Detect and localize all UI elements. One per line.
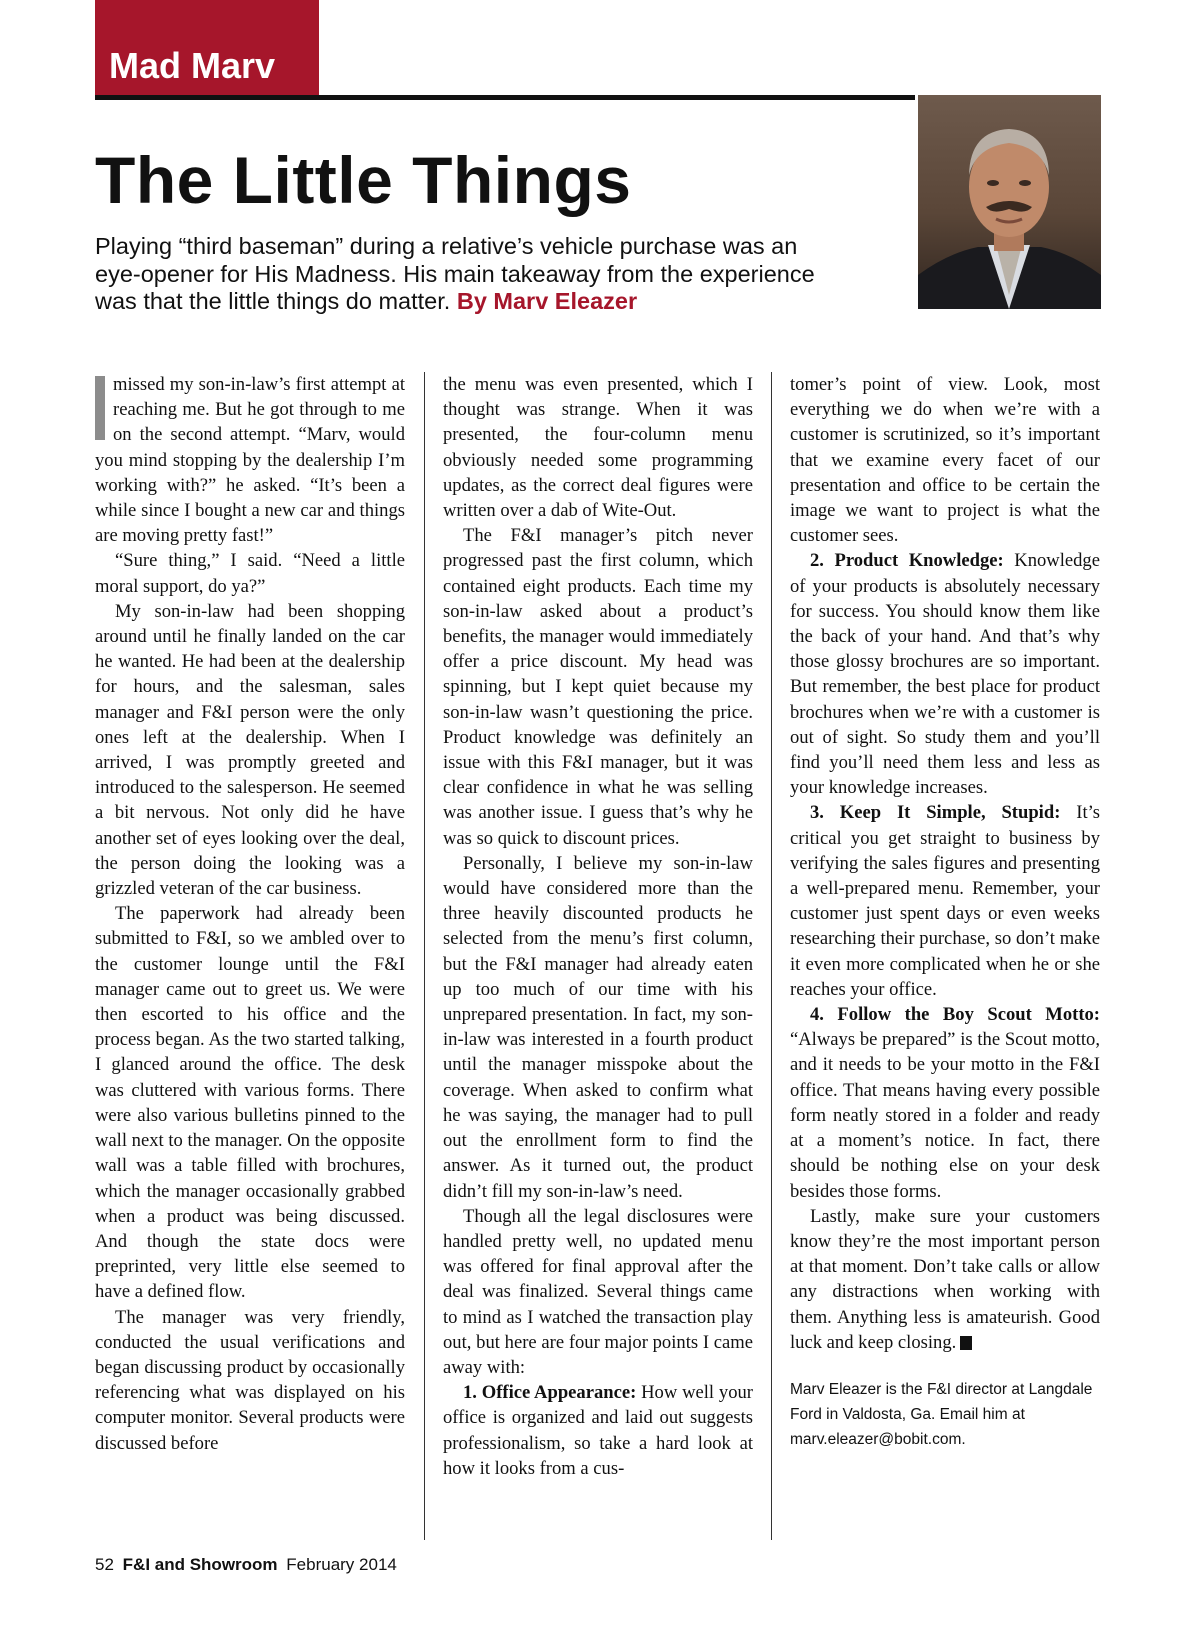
paragraph <box>443 1380 753 1481</box>
paragraph <box>790 548 1100 800</box>
paragraph-text: How well your office is organized and laid out suggests professionalism, so take a hard look at how it looks from a cus- <box>443 1382 753 1479</box>
article-column-1 <box>95 372 405 1456</box>
point-heading: 4. Follow the Boy Scout Motto: <box>810 1004 1100 1026</box>
paragraph <box>790 1204 1100 1355</box>
paragraph-text: Lastly, make sure your customers know they’re the most important person at that moment. Don’t take calls or allow any distractions when working with them. Anything less is amateurish. Good luck and keep closing. <box>790 1205 1100 1353</box>
end-mark-icon <box>960 1336 972 1350</box>
paragraph: “Sure thing,” I said. “Need a little moral support, do ya?” <box>95 550 405 597</box>
paragraph: The manager was very friendly, conducted the usual verifications and began discussing product by occasionally referencing what was displayed on his computer monitor. Several products were discussed before <box>95 1306 405 1454</box>
deck-text: Playing “third baseman” during a relative’s vehicle purchase was an eye-opener for His Madness. His main takeaway from the experience was that the little things do matter. <box>95 233 815 314</box>
article-column-2 <box>443 372 753 1481</box>
paragraph-text: “Always be prepared” is the Scout motto, and it needs to be your motto in the F&I office. That means having every possible form neatly stored in a folder and ready at a moment’s notice. In fact, there should be nothing else on your desk besides those forms. <box>790 1029 1100 1202</box>
paragraph: Though all the legal disclosures were handled pretty well, no updated menu was offered for final approval after the deal was finalized. Several things came to mind as I watched the transaction play out, but here are four major points I came away with: <box>443 1205 753 1378</box>
author-portrait-image <box>918 95 1101 309</box>
paragraph-text: missed my son-in-law’s first attempt at reaching me. But he got through to me on the second attempt. “Marv, would you mind stopping by the dealership I’m working with?” he asked. “It’s been a while since I bought a new car and things are moving pretty fast!” <box>95 374 405 547</box>
issue-date: February 2014 <box>286 1555 397 1574</box>
paragraph: Personally, I believe my son-in-law would have considered more than the three heavily discounted products he selected from the menu’s first column, but the F&I manager had already eaten up too much of our time with his unprepared presentation. In fact, my son-in-law was interested in a fourth product until the manager misspoke about the coverage. When asked to confirm what he was saying, the manager had to pull out the enrollment form to find the answer. As it turned out, the product didn’t fill my son-in-law’s need. <box>443 852 753 1202</box>
author-photo <box>918 95 1101 309</box>
paragraph: tomer’s point of view. Look, most everything we do when we’re with a customer is scrutinized, so it’s important that we examine every facet of our presentation and office to be certain the image we want to project is what the customer sees. <box>790 374 1100 547</box>
page-footer <box>95 1555 397 1575</box>
point-heading: 2. Product Knowledge: <box>810 550 1004 572</box>
column-tag: Mad Marv <box>95 0 319 95</box>
byline: By Marv Eleazer <box>456 288 638 314</box>
paragraph: the menu was even presented, which I thought was strange. When it was presented, the four-column menu obviously needed some programming updates, as the correct deal figures were written over a dab of Wite-Out. <box>443 374 753 522</box>
point-heading: 3. Keep It Simple, Stupid: <box>810 802 1061 824</box>
drop-cap <box>95 376 105 440</box>
header-rule <box>95 95 915 100</box>
article-column-3 <box>790 372 1100 1452</box>
paragraph: The paperwork had already been submitted to F&I, so we ambled over to the customer lounge until the F&I manager came out to greet us. We were then escorted to his office and the process began. As the two started talking, I glanced around the office. The desk was cluttered with various forms. There were also various bulletins pinned to the wall next to the manager. On the opposite wall was a table filled with brochures, which the manager occasionally grabbed when a product was being discussed. And though the state docs were preprinted, very little else seemed to have a defined flow. <box>95 903 405 1303</box>
paragraph <box>95 372 405 548</box>
paragraph-text: Knowledge of your products is absolutely necessary for success. You should know them like the back of your hand. And that’s why those glossy brochures are so important. But remember, the best place for product brochures when we’re with a customer is out of sight. So study them and you’ll find you’ll need them less and less as your knowledge increases. <box>790 550 1100 799</box>
author-bio: Marv Eleazer is the F&I director at Langdale Ford in Valdosta, Ga. Email him at marv.eleazer@bobit.com. <box>790 1380 1093 1448</box>
column-divider <box>424 372 425 1540</box>
paragraph <box>790 1002 1100 1204</box>
point-heading: 1. Office Appearance: <box>463 1382 637 1404</box>
paragraph-text: It’s critical you get straight to business by verifying the sales figures and presenting a well-prepared menu. Remember, your customer just spent days or even weeks researching their purchase, so don’t make it even more complicated when he or she reaches your office. <box>790 802 1101 1000</box>
column-divider <box>771 372 772 1540</box>
page-number: 52 <box>95 1555 114 1574</box>
article-deck <box>95 233 825 316</box>
paragraph: The F&I manager’s pitch never progressed past the first column, which contained eight products. Each time my son-in-law asked about a product’s benefits, the manager would immediately offer a price discount. My head was spinning, but I kept quiet because my son-in-law wasn’t questioning the price. Product knowledge was definitely an issue with this F&I manager, but it was clear confidence in what he was selling was another issue. I guess that’s why he was so quick to discount prices. <box>443 525 753 849</box>
article-title: The Little Things <box>95 143 632 217</box>
paragraph: My son-in-law had been shopping around until he finally landed on the car he wanted. He had been at the dealership for hours, and the salesman, sales manager and F&I person were the only ones left at the dealership. When I arrived, I was promptly greeted and introduced to the salesperson. He seemed a bit nervous. Not only did he have another set of eyes looking over the deal, the person doing the looking was a grizzled veteran of the car business. <box>95 600 405 900</box>
publication-name: F&I and Showroom <box>122 1555 278 1574</box>
paragraph <box>790 800 1100 1002</box>
